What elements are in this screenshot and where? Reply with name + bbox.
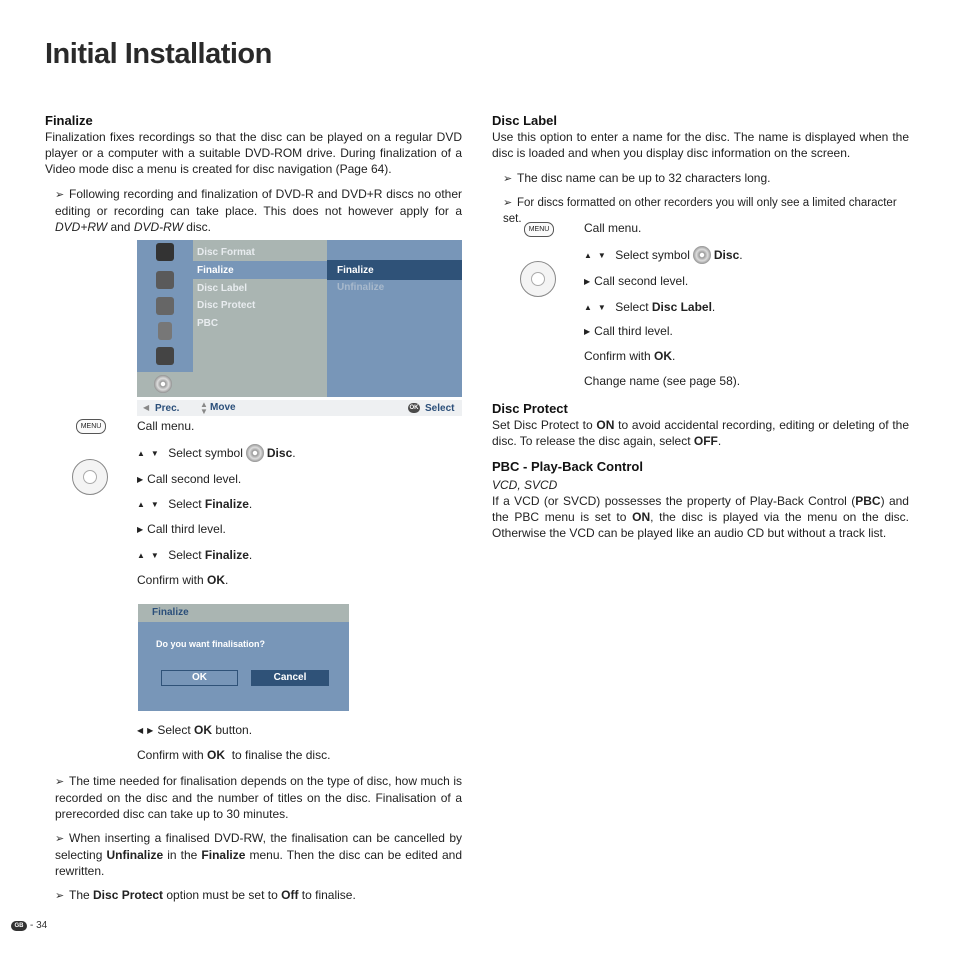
osd-item-disc-protect[interactable]: Disc Protect <box>197 300 256 311</box>
step-call-menu: Call menu. <box>137 419 195 433</box>
disc-protect-text: Set Disc Protect to ON to avoid accidental recording, editing or deleting of the disc. To release the disc again, select OFF. <box>492 418 910 448</box>
down-arrow-icon: ▼ <box>150 551 159 560</box>
tv-icon <box>156 243 174 261</box>
osd-sub-finalize[interactable]: Finalize <box>337 265 374 276</box>
disc-label-heading: Disc Label <box>492 113 558 128</box>
step-select-ok-button: ◀ ▶ Select OK button. <box>137 723 253 737</box>
dl-step-change-name: Change name (see page 58). <box>584 374 741 388</box>
osd-item-disc-label[interactable]: Disc Label <box>197 283 248 294</box>
disc-icon <box>246 444 264 462</box>
text-icon <box>156 271 174 289</box>
navigation-pad-icon <box>72 459 108 495</box>
osd-item-pbc[interactable]: PBC <box>197 318 219 329</box>
finalize-dialog <box>138 604 349 711</box>
up-down-arrow-icon: ▲ ▼ <box>200 400 208 416</box>
step-confirm-finalise: Confirm with OK to finalise the disc. <box>137 748 331 762</box>
right-arrow-icon: ▶ <box>584 327 591 336</box>
finalize-intro: Finalization fixes recordings so that the disc can be played on a regular DVD player or a computer with a suitable DVD-ROM drive. During finalization of a Video mode disc a menu is created for disc navigation (Page 64). <box>45 130 462 176</box>
left-arrow-icon: ◀ <box>137 726 144 735</box>
step-call-third: ▶ Call third level. <box>137 522 226 536</box>
film-icon <box>156 347 174 365</box>
dl-step-call-second: ▶ Call second level. <box>584 274 689 288</box>
dialog-title: Finalize <box>152 607 189 618</box>
dl-step-select-symbol: ▲ ▼ Select symbol Disc. <box>584 248 743 262</box>
dialog-ok-button[interactable]: OK <box>161 670 238 686</box>
pointing-hand-icon: ➢ <box>55 833 65 845</box>
pointing-hand-icon: ➢ <box>503 197 513 209</box>
ok-icon: OK <box>409 405 419 411</box>
step-confirm-ok: Confirm with OK. <box>137 573 229 587</box>
disc-icon <box>693 246 711 264</box>
up-arrow-icon: ▲ <box>584 251 592 260</box>
pointing-hand-icon: ➢ <box>55 890 65 902</box>
dialog-question: Do you want finalisation? <box>156 639 266 649</box>
osd-bar-select: Select <box>425 403 455 414</box>
right-arrow-icon: ▶ <box>137 475 144 484</box>
step-call-second: ▶ Call second level. <box>137 472 242 486</box>
finalize-note-4: ➢ The Disc Protect option must be set to Off to finalise. <box>55 888 356 902</box>
step-select-finalize-2: ▲ ▼ Select Finalize. <box>137 548 253 562</box>
down-arrow-icon: ▼ <box>150 449 159 458</box>
pbc-text: If a VCD (or SVCD) possesses the property of Play-Back Control (PBC) and the PBC menu is set to ON, the disc is played via the menu on the disc. Otherwise the VCD can be played like an audio CD but without a track list. <box>492 494 909 540</box>
finalize-note-1: ➢ Following recording and finalization of DVD-R and DVD+R discs no other editing or recording can take place. This does not however apply for a DVD+RW and DVD-RW disc. <box>55 187 462 234</box>
right-arrow-icon: ▶ <box>137 525 144 534</box>
step-select-symbol: ▲ ▼ Select symbol Disc. <box>137 446 296 460</box>
finalize-heading: Finalize <box>45 113 93 128</box>
osd-help-bar <box>137 400 462 416</box>
pointing-hand-icon: ➢ <box>55 189 65 201</box>
down-arrow-icon: ▼ <box>150 500 159 509</box>
right-arrow-icon: ▶ <box>147 726 154 735</box>
dl-step-call-menu: Call menu. <box>584 221 642 235</box>
page-title: Initial Installation <box>45 38 272 70</box>
up-arrow-icon: ▲ <box>137 500 145 509</box>
country-badge: GB <box>11 921 27 931</box>
down-arrow-icon: ▼ <box>597 251 606 260</box>
osd-item-finalize[interactable]: Finalize <box>197 265 234 276</box>
osd-bar-prev: Prec. <box>155 403 180 414</box>
up-arrow-icon: ▲ <box>584 303 592 312</box>
dl-step-call-third: ▶ Call third level. <box>584 324 673 338</box>
up-arrow-icon: ▲ <box>137 449 145 458</box>
disc-protect-heading: Disc Protect <box>492 401 568 416</box>
step-select-finalize-1: ▲ ▼ Select Finalize. <box>137 497 253 511</box>
page-number: - 34 <box>30 920 48 931</box>
lock-icon <box>158 322 172 340</box>
navigation-pad-icon <box>520 261 556 297</box>
pbc-heading: PBC - Play-Back Control <box>492 459 643 474</box>
osd-bar-move: Move <box>210 402 236 413</box>
disc-label-note-1: ➢ The disc name can be up to 32 characters long. <box>503 171 771 185</box>
speaker-icon <box>156 297 174 315</box>
disc-label-note-2: ➢ For discs formatted on other recorders you will only see a limited character set. <box>503 197 897 225</box>
pointing-hand-icon: ➢ <box>503 173 513 185</box>
disc-icon <box>154 375 172 393</box>
finalize-note-3: ➢ When inserting a finalised DVD-RW, the finalisation can be cancelled by selecting Unfinalize in the Finalize menu. Then the disc can be edited and rewritten. <box>55 831 463 878</box>
dialog-cancel-button[interactable]: Cancel <box>251 670 329 686</box>
osd-sub-unfinalize[interactable]: Unfinalize <box>337 282 385 293</box>
up-arrow-icon: ▲ <box>137 551 145 560</box>
menu-button-icon: MENU <box>524 222 554 237</box>
disc-label-intro: Use this option to enter a name for the disc. The name is displayed when the disc is loaded and when you display disc information on the screen. <box>492 130 909 160</box>
down-arrow-icon: ▼ <box>597 303 606 312</box>
osd-item-disc-format[interactable]: Disc Format <box>197 247 255 258</box>
menu-button-icon: MENU <box>76 419 106 434</box>
left-arrow-icon: ◀ <box>143 403 150 412</box>
right-arrow-icon: ▶ <box>584 277 591 286</box>
pbc-subheading: VCD, SVCD <box>492 478 558 492</box>
dl-step-confirm-ok: Confirm with OK. <box>584 349 676 363</box>
finalize-note-2: ➢ The time needed for finalisation depends on the type of disc, how much is recorded on the disc and the number of titles on the disc. Finalisation of a prerecorded disc can take up to 30 minutes. <box>55 774 462 821</box>
dl-step-select-disc-label: ▲ ▼ Select Disc Label. <box>584 300 716 314</box>
pointing-hand-icon: ➢ <box>55 776 65 788</box>
